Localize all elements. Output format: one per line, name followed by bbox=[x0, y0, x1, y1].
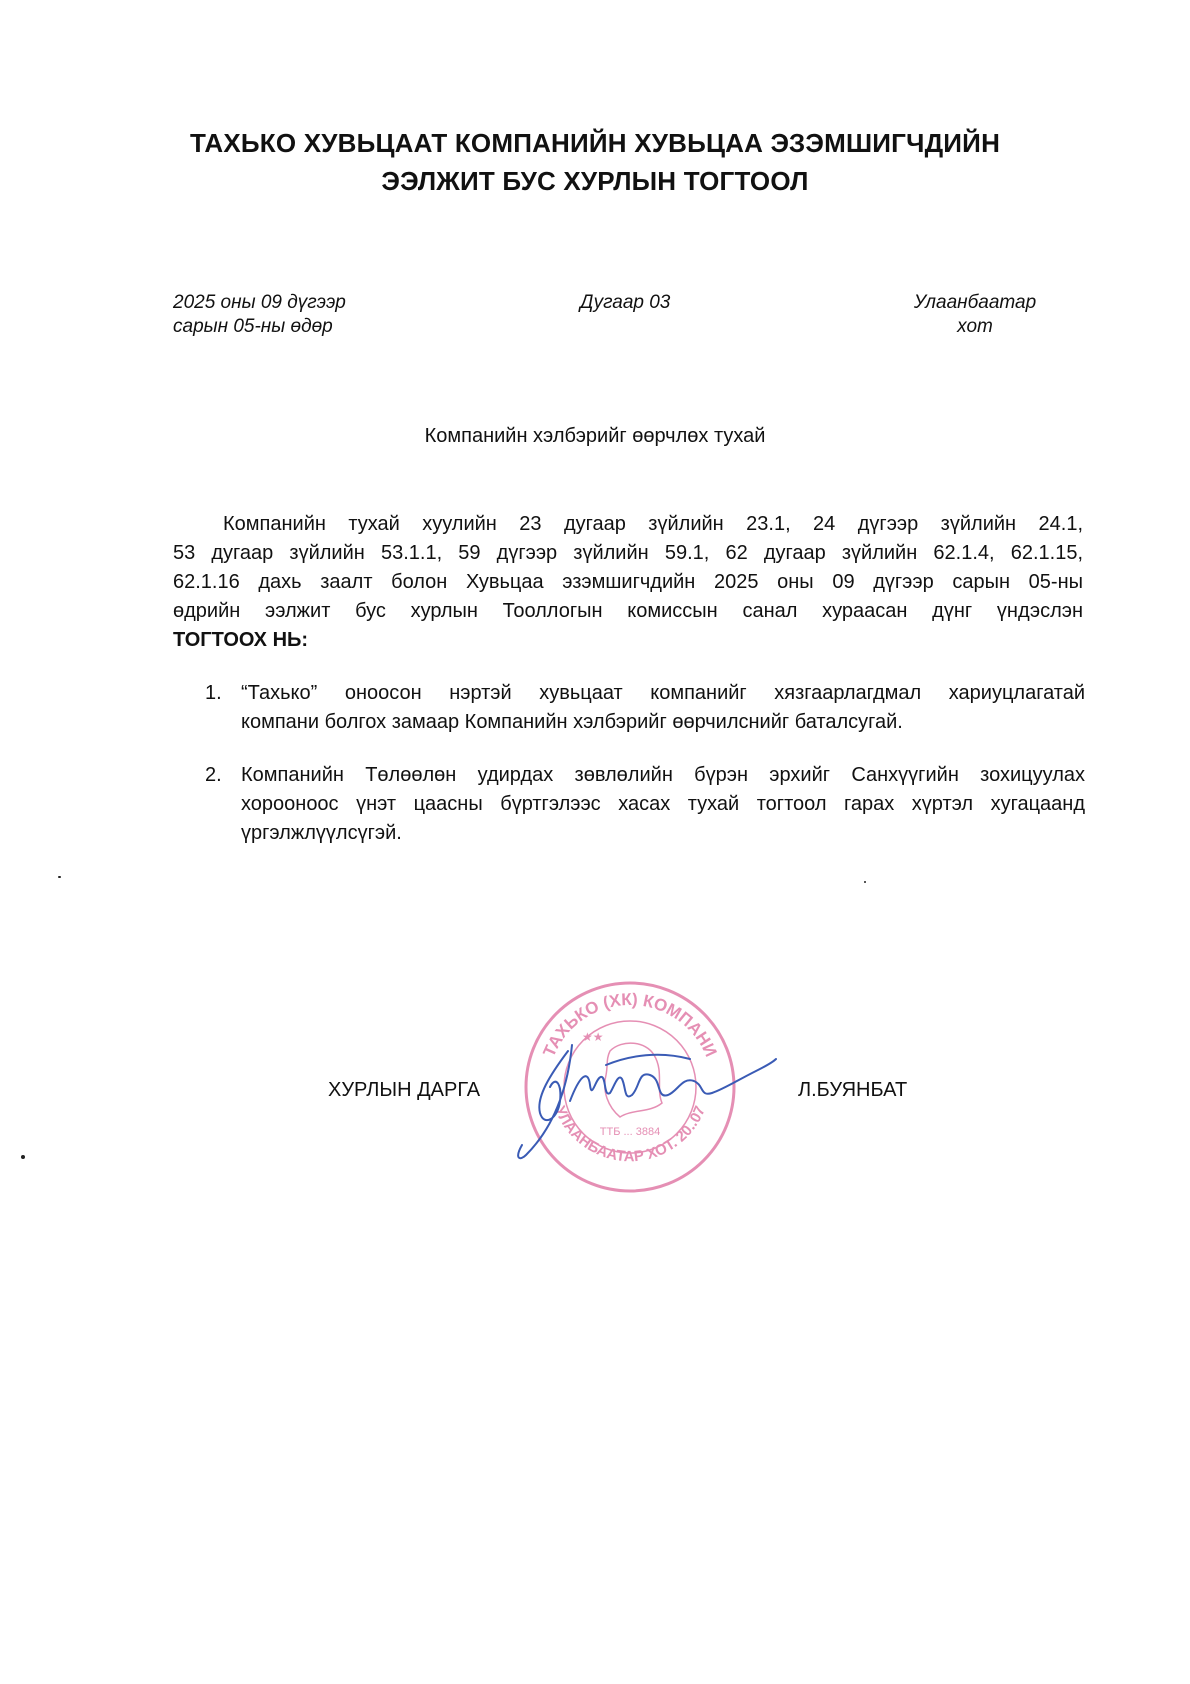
resolution-list bbox=[205, 679, 1085, 872]
scan-speck bbox=[21, 1155, 25, 1159]
signatory-name: Л.БУЯНБАТ bbox=[798, 1079, 908, 1101]
resolution-line: хорооноос үнэт цаасны бүртгэлээс хасах тухай тогтоол гарах хүртэл хугацаанд bbox=[241, 793, 1085, 815]
decision-label: ТОГТООХ НЬ: bbox=[173, 629, 309, 651]
resolution-item bbox=[205, 679, 1085, 737]
document-title bbox=[150, 124, 1040, 200]
seal-star-icon: ★★ bbox=[582, 1030, 604, 1044]
document-number: Дугаар 03 bbox=[580, 292, 671, 313]
resolution-line: Компанийн Төлөөлөн удирдах зөвлөлийн бүрэн эрхийг Санхүүгийн зохицуулах bbox=[241, 764, 1085, 786]
resolution-number: 2. bbox=[205, 764, 222, 786]
preamble-line: Компанийн тухай хуулийн 23 дугаар зүйлийн 23.1, 24 дүгээр зүйлийн 24.1, bbox=[223, 513, 1083, 535]
preamble-line: 62.1.16 дахь заалт болон Хувьцаа эзэмшигчдийн 2025 оны 09 дүгээр сарын 05-ны bbox=[173, 571, 1083, 593]
scan-speck bbox=[864, 881, 866, 883]
resolution-line: компани болгох замаар Компанийн хэлбэрийг өөрчилснийг баталсугай. bbox=[241, 711, 903, 733]
scan-speck bbox=[58, 876, 61, 878]
signatory-title: ХУРЛЫН ДАРГА bbox=[328, 1079, 481, 1101]
seal-code-text: ТТБ ... 3884 bbox=[599, 1126, 661, 1138]
document-subject: Компанийн хэлбэрийг өөрчлөх тухай bbox=[424, 425, 766, 447]
date-line-2: сарын 05-ны өдөр bbox=[173, 316, 333, 337]
seal-top-text: ТАХЬКО (ХК) КОМПАНИ bbox=[539, 989, 721, 1060]
document-date bbox=[173, 291, 346, 339]
seal-bottom-text: УЛААНБААТАР ХОТ. 20..07 bbox=[551, 1103, 709, 1166]
resolution-number: 1. bbox=[205, 682, 222, 704]
resolution-line: үргэлжлүүлсүгэй. bbox=[241, 822, 402, 844]
title-line-2: ЭЭЛЖИТ БУС ХУРЛЫН ТОГТООЛ bbox=[381, 166, 809, 196]
resolution-line: “Тахько” оноосон нэртэй хувьцаат компанийг хязгаарлагдмал хариуцлагатай bbox=[241, 682, 1085, 704]
resolution-item bbox=[205, 761, 1085, 848]
place-line-1: Улаанбаатар bbox=[913, 292, 1037, 313]
chairman-signature bbox=[510, 1015, 780, 1165]
preamble-paragraph bbox=[173, 510, 1083, 655]
date-line-1: 2025 оны 09 дүгээр bbox=[173, 292, 346, 313]
place-line-2: хот bbox=[957, 316, 993, 337]
title-line-1: ТАХЬКО ХУВЬЦААТ КОМПАНИЙН ХУВЬЦАА ЭЗЭМШИГЧДИЙН bbox=[189, 128, 1001, 158]
preamble-line: өдрийн ээлжит бус хурлын Тооллогын комиссын санал хураасан дүнг үндэслэн bbox=[173, 600, 1083, 622]
preamble-line: 53 дугаар зүйлийн 53.1.1, 59 дүгээр зүйлийн 59.1, 62 дугаар зүйлийн 62.1.4, 62.1.15, bbox=[173, 542, 1083, 564]
document-place bbox=[900, 291, 1050, 339]
